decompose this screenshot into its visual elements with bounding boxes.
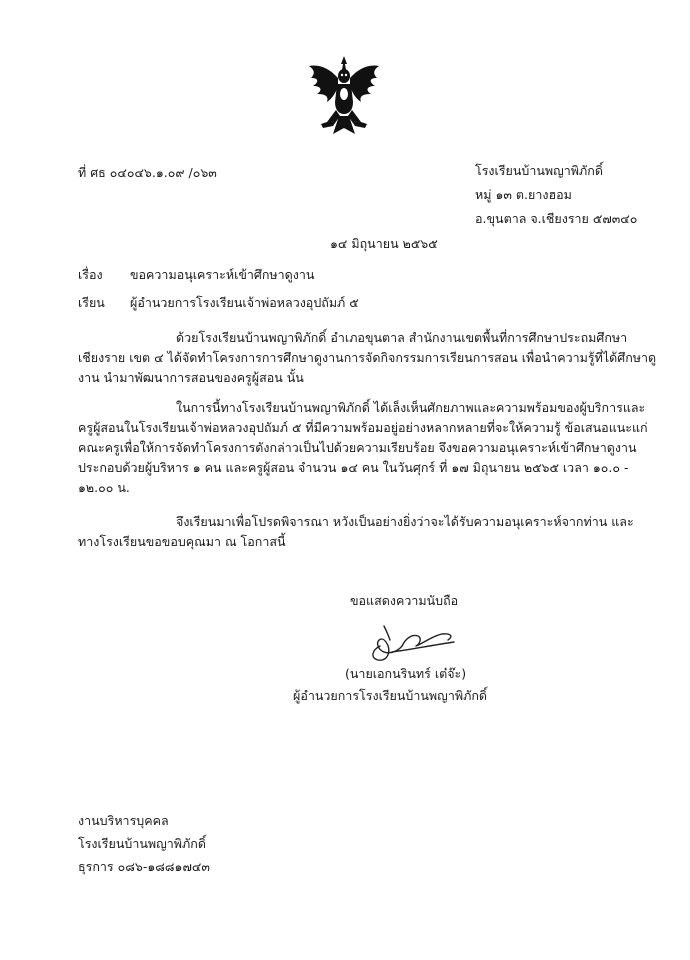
paragraph-line: ทางโรงเรียนขอขอบคุณมา ณ โอกาสนี้	[78, 534, 286, 549]
footer-school: โรงเรียนบ้านพญาพิภักดิ์	[78, 836, 206, 851]
subject-text: ขอความอนุเคราะห์เข้าศึกษาดูงาน	[130, 267, 315, 282]
paragraph-line: จึงเรียนมาเพื่อโปรดพิจารณา หวังเป็นอย่างยิ่งว่าจะได้รับความอนุเคราะห์จากท่าน และ	[176, 514, 634, 529]
reference-number: ที่ ศธ ๐๔๐๔๖.๑.๐๙ /๐๖๓	[78, 165, 217, 180]
sender-address-line-3: อ.ขุนตาล จ.เชียงราย ๕๗๓๔๐	[475, 211, 638, 226]
paragraph-line: เชียงราย เขต ๔ ได้จัดทำโครงการการศึกษาดูงานการจัดกิจกรรมการเรียนการสอน เพื่อนำความรู้ที่ได้ศึกษาดู	[78, 350, 657, 365]
handwritten-signature	[362, 616, 462, 666]
recipient-label: เรียน	[78, 295, 105, 310]
sender-address-line-2: หมู่ ๑๓ ต.ยางฮอม	[475, 187, 572, 202]
body-paragraph-2	[78, 398, 648, 498]
paragraph-line: คณะครูเพื่อให้การจัดทำโครงการดังกล่าวเป็นไปด้วยความเรียบร้อย จึงขอความอนุเคราะห์เข้าศึกษาดูงาน	[78, 440, 637, 455]
footer-department: งานบริหารบุคคล	[78, 813, 169, 828]
body-paragraph-1	[78, 328, 656, 388]
body-paragraph-3	[78, 512, 634, 552]
paragraph-line: ประกอบด้วยผู้บริหาร ๑ คน และครูผู้สอน จำนวน ๑๔ คน ในวันศุกร์ ที่ ๑๗ มิถุนายน ๒๕๖๕ เวลา ๑๐.๐ -	[78, 460, 629, 475]
garuda-emblem-icon	[303, 54, 385, 140]
signer-position: ผู้อำนวยการโรงเรียนบ้านพญาพิภักดิ์	[293, 688, 488, 703]
paragraph-line: งาน นำมาพัฒนาการสอนของครูผู้สอน นั้น	[78, 370, 304, 385]
footer-phone: ธุรการ ๐๘๖-๑๘๘๑๗๔๓	[78, 859, 210, 874]
paragraph-line: ครูผู้สอนในโรงเรียนเจ้าพ่อหลวงอุปถัมภ์ ๕ ที่มีความพร้อมอยู่อย่างหลากหลายที่จะให้ความรู้ ข้อเสนอแนะแก่	[78, 420, 648, 435]
recipient-text: ผู้อำนวยการโรงเรียนเจ้าพ่อหลวงอุปถัมภ์ ๕	[130, 295, 359, 310]
paragraph-line: ๑๒.๐๐ น.	[78, 480, 130, 495]
paragraph-line: ในการนี้ทางโรงเรียนบ้านพญาพิภักดิ์ ได้เล็งเห็นศักยภาพและความพร้อมของผู้บริการและ	[176, 400, 646, 415]
sender-address-line-1: โรงเรียนบ้านพญาพิภักดิ์	[475, 163, 603, 178]
closing-salutation: ขอแสดงความนับถือ	[350, 593, 459, 608]
signer-name: (นายเอกนรินทร์ เต๋จ๊ะ)	[345, 666, 467, 681]
letter-date: ๑๔ มิถุนายน ๒๕๖๕	[330, 236, 438, 251]
subject-label: เรื่อง	[78, 267, 103, 282]
paragraph-line: ด้วยโรงเรียนบ้านพญาพิภักดิ์ อำเภอขุนตาล สำนักงานเขตพื้นที่การศึกษาประถมศึกษา	[176, 330, 628, 345]
